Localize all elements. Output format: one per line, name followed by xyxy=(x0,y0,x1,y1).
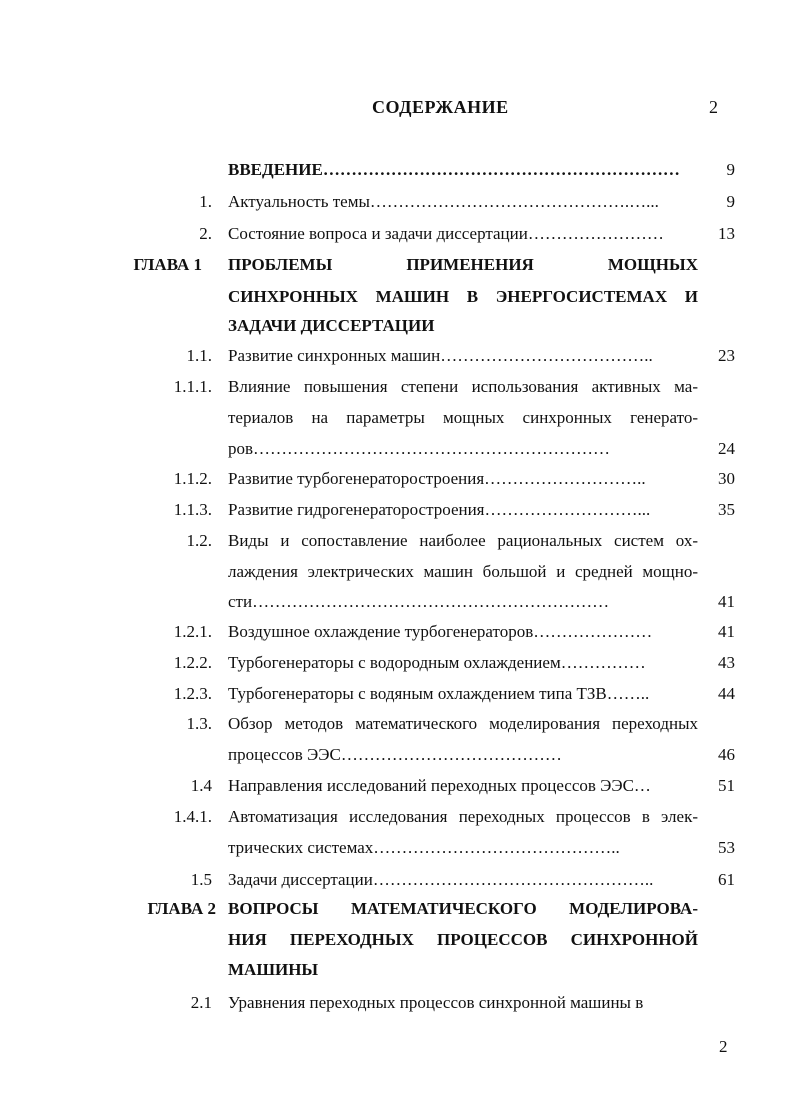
toc-page-number: 30 xyxy=(718,469,735,488)
toc-entry-text: ВВЕДЕНИЕ……………………………………………………… xyxy=(228,160,680,179)
section-number: 1.3. xyxy=(186,714,212,733)
toc-entry-text: Направления исследований переходных процессов ЭЭС… xyxy=(228,776,651,795)
section-number: 1. xyxy=(199,192,212,211)
section-number: 1.2.1. xyxy=(173,622,212,641)
toc-entry-text: Автоматизация исследования переходных процессов в элек- xyxy=(228,807,698,826)
header-page-number: 2 xyxy=(709,97,718,117)
toc-page-number: 24 xyxy=(718,439,735,458)
toc-page-number: 46 xyxy=(718,745,735,764)
toc-entry-text: Развитие синхронных машин……………………………….. xyxy=(228,346,653,365)
toc-page-number: 9 xyxy=(726,160,735,179)
toc-entry-text: Турбогенераторы с водородным охлаждением…………… xyxy=(228,653,646,672)
toc-page-number: 9 xyxy=(726,192,735,211)
footer-page-number: 2 xyxy=(719,1037,728,1056)
section-number: 2.1 xyxy=(190,993,212,1012)
toc-page-number: 61 xyxy=(718,870,735,889)
toc-entry-text: Виды и сопоставление наиболее рациональных систем ох- xyxy=(228,531,698,550)
toc-entry-text: Уравнения переходных процессов синхронной машины в xyxy=(228,993,644,1012)
section-number: 1.4.1. xyxy=(173,807,212,826)
section-number: 1.4 xyxy=(190,776,212,795)
toc-entry-text: Турбогенераторы с водяным охлаждением типа ТЗВ…….. xyxy=(228,684,650,703)
toc-page-number: 51 xyxy=(718,776,735,795)
section-number: 2. xyxy=(199,224,212,243)
section-number: 1.2.3. xyxy=(173,684,212,703)
toc-entry-text: МАШИНЫ xyxy=(228,960,319,979)
toc-entry-text: Развитие турбогенераторостроения……………………….. xyxy=(228,469,646,488)
toc-entry-text: процессов ЭЭС………………………………… xyxy=(228,745,562,764)
section-number: 1.1. xyxy=(186,346,212,365)
toc-page-number: 41 xyxy=(718,592,735,611)
toc-entry-text: Актуальность темы……………………………………….…... xyxy=(228,192,659,211)
toc-entry-text: лаждения электрических машин большой и средней мощно- xyxy=(228,562,698,581)
section-number: 1.1.1. xyxy=(173,377,212,396)
toc-entry-text: Состояние вопроса и задачи диссертации…………………… xyxy=(228,224,664,243)
toc-entry-text: СИНХРОННЫХ МАШИН В ЭНЕРГОСИСТЕМАХ И xyxy=(228,287,698,306)
toc-entry-text: Воздушное охлаждение турбогенераторов………………… xyxy=(228,622,653,641)
toc-page-number: 35 xyxy=(718,500,735,519)
toc-entry-text: ЗАДАЧИ ДИССЕРТАЦИИ xyxy=(228,316,435,335)
section-number: 1.1.2. xyxy=(173,469,212,488)
toc-entry-text: териалов на параметры мощных синхронных генерато- xyxy=(228,408,698,427)
toc-entry-text: Обзор методов математического моделирования переходных xyxy=(228,714,698,733)
toc-page-number: 41 xyxy=(718,622,735,641)
page-title: СОДЕРЖАНИЕ xyxy=(372,97,509,117)
toc-page-number: 43 xyxy=(718,653,735,672)
toc-page-number: 23 xyxy=(718,346,735,365)
toc-entry-text: ВОПРОСЫ МАТЕМАТИЧЕСКОГО МОДЕЛИРОВА- xyxy=(228,899,698,918)
toc-entry-text: Развитие гидрогенераторостроения………………………... xyxy=(228,500,651,519)
toc-entry-text: сти……………………………………………………… xyxy=(228,592,610,611)
toc-entry-text: трических системах…………………………………….. xyxy=(228,838,620,857)
section-number: 1.1.3. xyxy=(173,500,212,519)
section-number: 1.2. xyxy=(186,531,212,550)
toc-entry-text: ров……………………………………………………… xyxy=(228,439,611,458)
toc-entry-text: Задачи диссертации………………………………………….. xyxy=(228,870,654,889)
toc-page-number: 53 xyxy=(718,838,735,857)
section-number: 1.2.2. xyxy=(173,653,212,672)
toc-page-number: 13 xyxy=(718,224,735,243)
toc-page-number: 44 xyxy=(718,684,735,703)
section-number: 1.5 xyxy=(190,870,212,889)
chapter-label: ГЛАВА 1 xyxy=(133,255,202,274)
toc-entry-text: Влияние повышения степени использования активных ма- xyxy=(228,377,698,396)
chapter-label: ГЛАВА 2 xyxy=(147,899,216,918)
toc-entry-text: НИЯ ПЕРЕХОДНЫХ ПРОЦЕССОВ СИНХРОННОЙ xyxy=(228,930,698,949)
toc-entry-text: ПРОБЛЕМЫ ПРИМЕНЕНИЯ МОЩНЫХ xyxy=(228,255,698,274)
